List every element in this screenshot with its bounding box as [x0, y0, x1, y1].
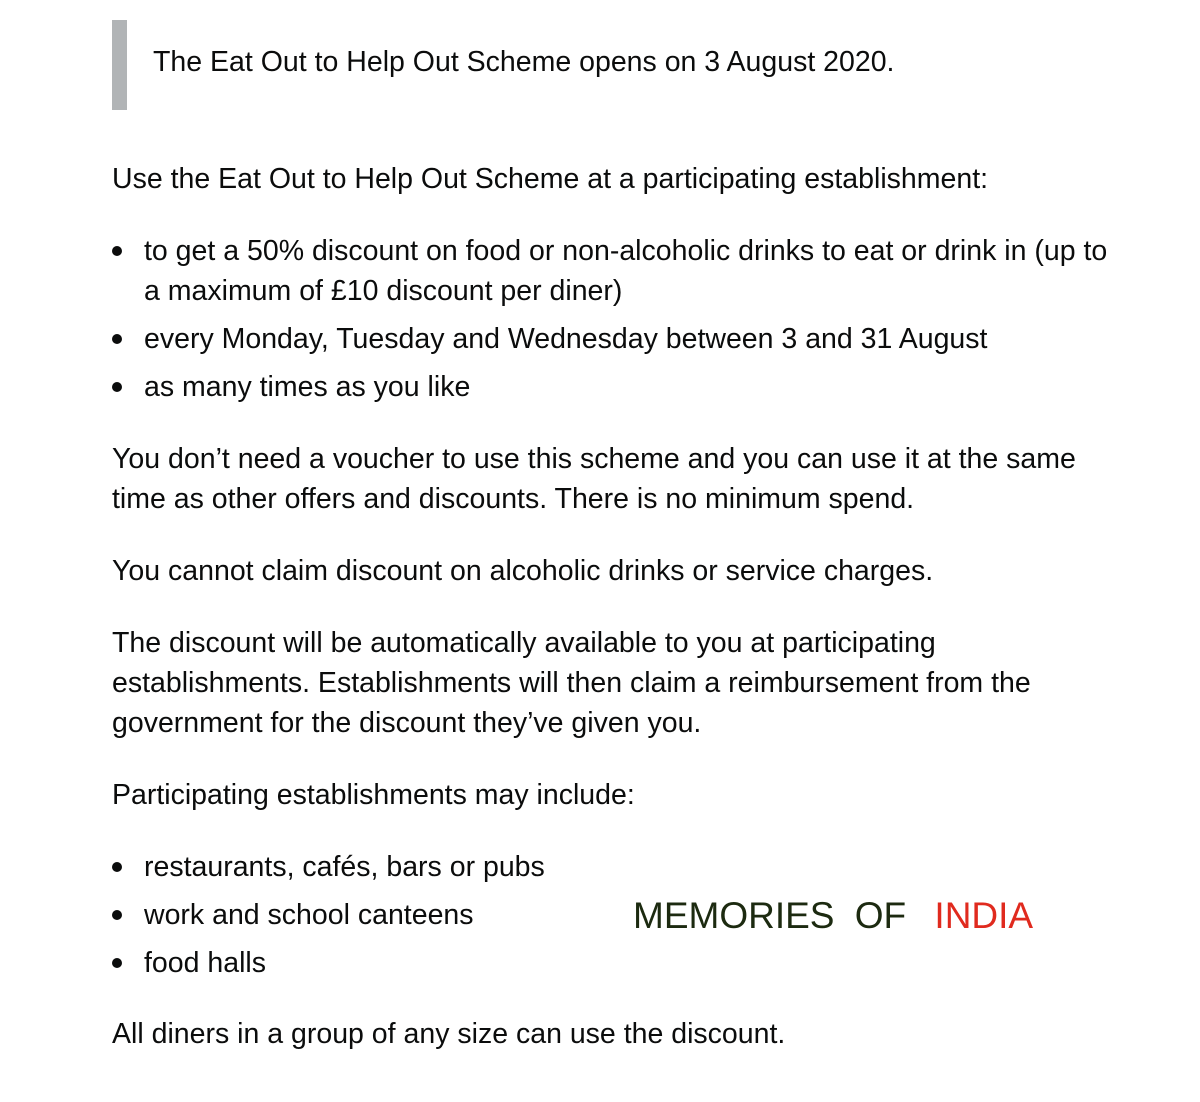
- watermark: [633, 894, 1033, 938]
- list-item: [112, 319, 1122, 359]
- exclusions-paragraph: You cannot claim discount on alcoholic drinks or service charges.: [112, 555, 934, 587]
- inset-text: The Eat Out to Help Out Scheme opens on 3 August 2020.: [153, 46, 895, 78]
- establishments-intro: Participating establishments may include:: [112, 779, 635, 811]
- list-item-text: work and school canteens: [144, 899, 474, 931]
- list-item: [112, 943, 612, 983]
- automatic-discount-paragraph: The discount will be automatically available to you at participating establishments. Establishments will then claim a reimbursement from the government for the discount they’ve given you.: [112, 627, 1031, 739]
- conditions-list: [112, 231, 1122, 415]
- list-item: [112, 231, 1122, 311]
- establishments-list: [112, 847, 612, 991]
- watermark-word: MEMORIES: [633, 895, 835, 936]
- list-item: [112, 895, 612, 935]
- list-item: [112, 847, 612, 887]
- intro-paragraph: Use the Eat Out to Help Out Scheme at a participating establishment:: [112, 163, 989, 195]
- watermark-word: OF: [854, 895, 907, 936]
- list-item-text: as many times as you like: [144, 371, 471, 403]
- bullet-icon: [112, 246, 122, 256]
- bullet-icon: [112, 958, 122, 968]
- inset-border-bar: [112, 20, 127, 110]
- inset-callout: [112, 20, 1112, 110]
- voucher-paragraph: You don’t need a voucher to use this scheme and you can use it at the same time as other offers and discounts. There is no minimum spend.: [112, 443, 1076, 515]
- list-item: [112, 367, 1122, 407]
- bullet-icon: [112, 862, 122, 872]
- list-item-text: restaurants, cafés, bars or pubs: [144, 851, 545, 883]
- list-item-text: every Monday, Tuesday and Wednesday between 3 and 31 August: [144, 323, 988, 355]
- list-item-text: to get a 50% discount on food or non-alcoholic drinks to eat or drink in (up to a maximum of £10 discount per diner): [144, 235, 1108, 307]
- list-item-text: food halls: [144, 947, 267, 979]
- group-paragraph: All diners in a group of any size can use the discount.: [112, 1018, 786, 1050]
- bullet-icon: [112, 910, 122, 920]
- watermark-word: INDIA: [934, 895, 1034, 936]
- bullet-icon: [112, 382, 122, 392]
- bullet-icon: [112, 334, 122, 344]
